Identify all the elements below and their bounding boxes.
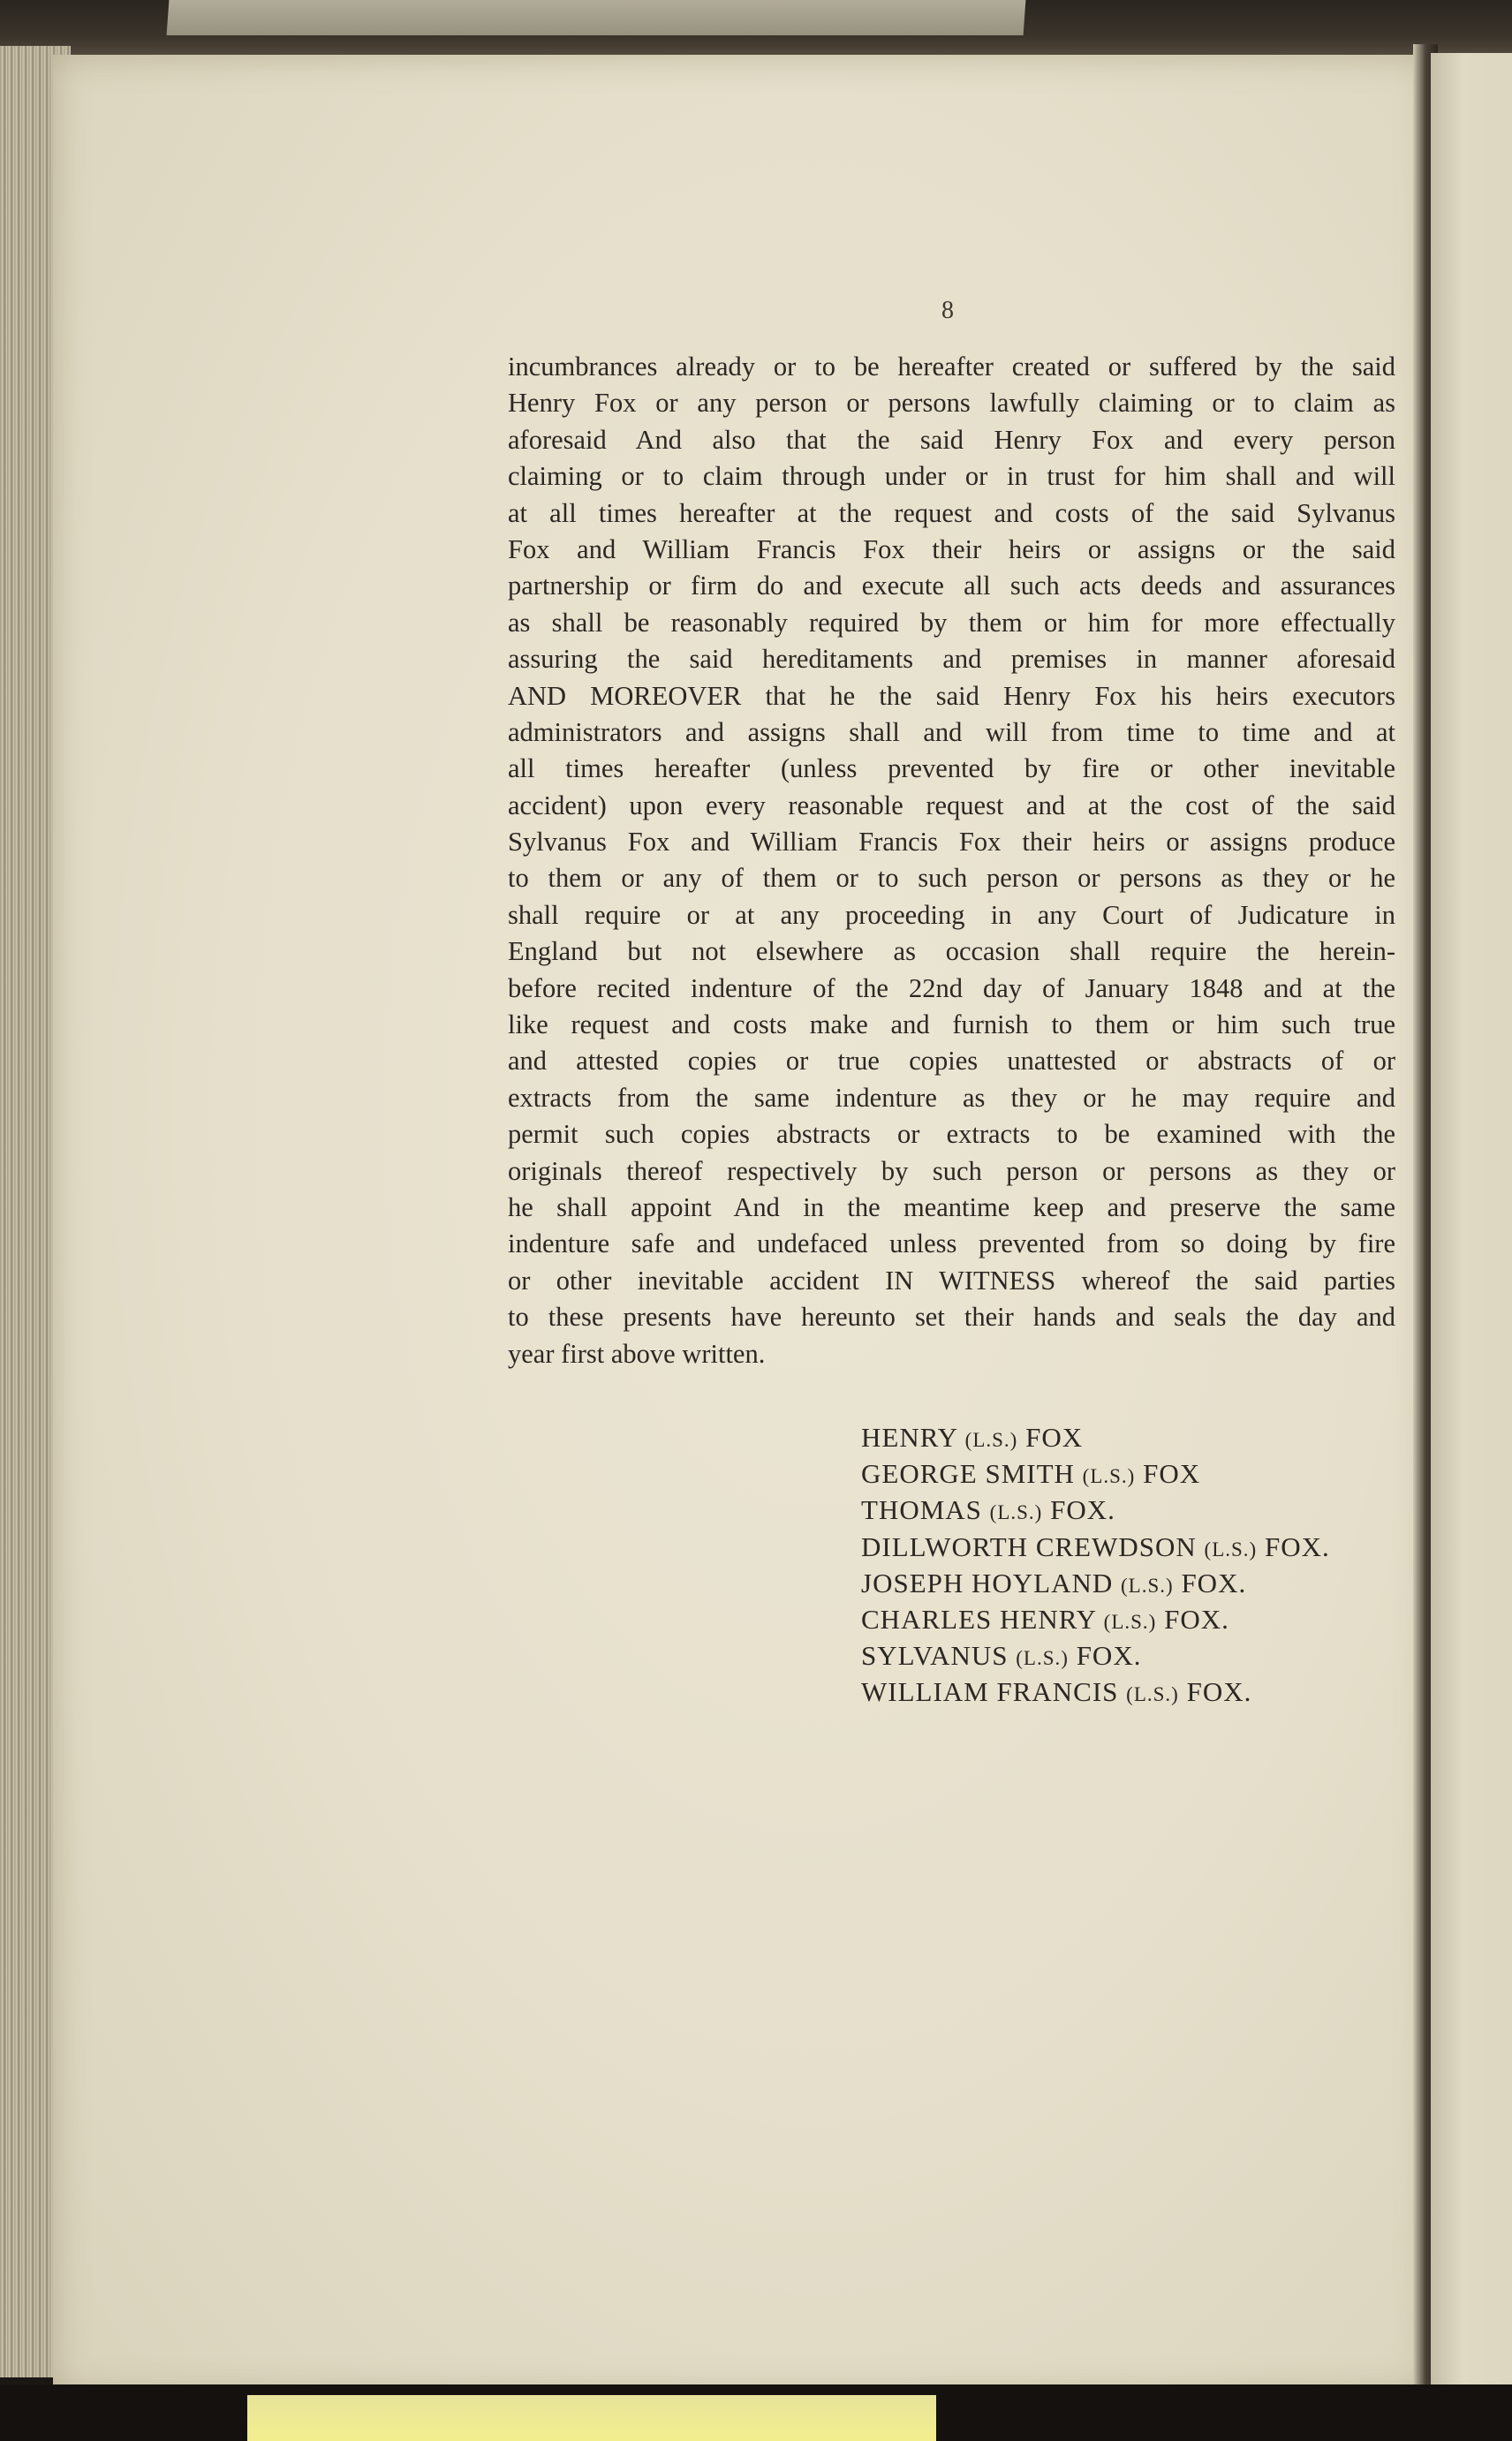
- signatory-name: SYLVANUS: [861, 1640, 1009, 1672]
- seal-mark: (L.S.): [989, 1501, 1043, 1524]
- facing-page-edge: [1431, 53, 1512, 2384]
- signature-line: [861, 1565, 1409, 1601]
- signatory-surname: FOX.: [1050, 1494, 1115, 1526]
- seal-mark: (L.S.): [1016, 1647, 1069, 1670]
- signatory-name: CHARLES HENRY: [861, 1603, 1096, 1635]
- text-line: Fox and William Francis Fox their heirs or assigns or the said: [508, 533, 1395, 564]
- seal-mark: (L.S.): [964, 1429, 1018, 1451]
- signature-line: [861, 1674, 1409, 1710]
- text-line: originals thereof respectively by such person or persons as they or: [508, 1155, 1395, 1186]
- signatory-name: GEORGE SMITH: [861, 1458, 1075, 1490]
- signature-line: [861, 1455, 1409, 1492]
- text-line: Henry Fox or any person or persons lawfully claiming or to claim as: [508, 388, 1395, 419]
- signatory-surname: FOX.: [1186, 1676, 1252, 1708]
- text-line: at all times hereafter at the request and costs of the said Sylvanus: [508, 497, 1395, 528]
- text-line: shall require or at any proceeding in any Court of Judicature in: [508, 899, 1395, 930]
- signatory-surname: FOX.: [1181, 1567, 1247, 1598]
- seal-mark: (L.S.): [1082, 1465, 1136, 1488]
- signatory-surname: FOX.: [1164, 1603, 1229, 1635]
- signature-block: [861, 1419, 1409, 1711]
- text-line: to them or any of them or to such person or persons as they or he: [508, 863, 1395, 894]
- seal-mark: (L.S.): [1126, 1683, 1179, 1706]
- deed-body-text: [508, 349, 1395, 1372]
- text-line: year first above written.: [508, 1338, 766, 1369]
- signatory-surname: FOX.: [1264, 1530, 1330, 1562]
- text-line: and attested copies or true copies unattested or abstracts of or: [508, 1046, 1395, 1077]
- seal-mark: (L.S.): [1103, 1610, 1157, 1633]
- text-line: to these presents have hereunto set their hands and seals the day and: [508, 1302, 1395, 1333]
- text-line: like request and costs make and furnish to them or him such true: [508, 1009, 1395, 1040]
- seal-mark: (L.S.): [1121, 1574, 1174, 1597]
- text-line: England but not elsewhere as occasion shall require the herein-: [508, 936, 1395, 967]
- signatory-surname: FOX: [1143, 1458, 1201, 1490]
- text-line: indenture safe and undefaced unless prevented from so doing by fire: [508, 1228, 1395, 1259]
- text-line: all times hereafter (unless prevented by fire or other inevitable: [508, 753, 1395, 784]
- signature-line: [861, 1492, 1409, 1528]
- signatory-name: HENRY: [861, 1422, 957, 1453]
- signature-line: [861, 1601, 1409, 1637]
- text-line: incumbrances already or to be hereafter created or suffered by the said: [508, 351, 1395, 382]
- text-line: extracts from the same indenture as they or he may require and: [508, 1082, 1395, 1113]
- signatory-name: WILLIAM FRANCIS: [861, 1676, 1119, 1708]
- text-line: accident) upon every reasonable request and at the cost of the said: [508, 790, 1395, 820]
- signature-line: [861, 1637, 1409, 1674]
- text-line: assuring the said hereditaments and premises in manner aforesaid: [508, 644, 1395, 675]
- text-line: AND MOREOVER that he the said Henry Fox his heirs executors: [508, 680, 1395, 711]
- signature-line: [861, 1529, 1409, 1565]
- signatory-name: THOMAS: [861, 1494, 982, 1526]
- text-line: aforesaid And also that the said Henry Fox and every person: [508, 424, 1395, 455]
- text-line: administrators and assigns shall and will from time to time and at: [508, 716, 1395, 747]
- text-line: or other inevitable accident IN WITNESS whereof the said parties: [508, 1265, 1395, 1296]
- text-line: before recited indenture of the 22nd day of January 1848 and at the: [508, 972, 1395, 1003]
- text-line: permit such copies abstracts or extracts to be examined with the: [508, 1119, 1395, 1150]
- text-line: he shall appoint And in the meantime keep and preserve the same: [508, 1191, 1395, 1222]
- signatory-surname: FOX: [1025, 1422, 1084, 1453]
- signatory-name: JOSEPH HOYLAND: [861, 1567, 1114, 1598]
- signature-line: [861, 1419, 1409, 1455]
- signatory-name: DILLWORTH CREWDSON: [861, 1530, 1197, 1562]
- signatory-surname: FOX.: [1076, 1640, 1142, 1672]
- text-line: Sylvanus Fox and William Francis Fox their heirs or assigns produce: [508, 827, 1395, 858]
- text-line: claiming or to claim through under or in trust for him shall and will: [508, 461, 1395, 492]
- text-line: as shall be reasonably required by them or him for more effectually: [508, 607, 1395, 638]
- text-line: partnership or firm do and execute all such acts deeds and assurances: [508, 571, 1395, 601]
- yellow-paper-tab: [247, 2395, 936, 2441]
- seal-mark: (L.S.): [1204, 1538, 1258, 1561]
- top-paper-slip: [167, 0, 1026, 35]
- page-number: 8: [941, 297, 954, 324]
